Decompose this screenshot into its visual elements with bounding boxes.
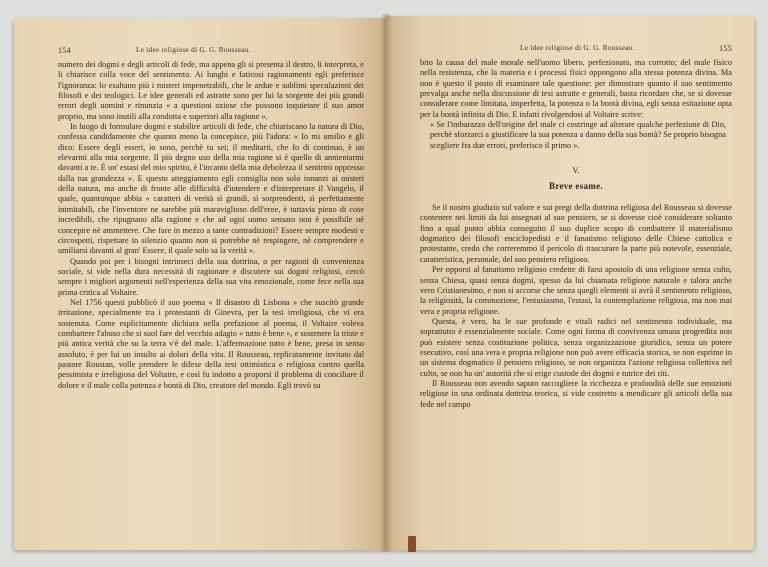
paragraph: Per opporsi al fanatismo religioso credette di farsi apostolo di una religione senza culto, senza Chiesa, quasi senza dogmi, spesso da lui chiamata religione naturale e talora anche vero Cristianesimo, e non si accorse che senza quegli elementi si avrà il sentimento religioso, la religiosità, la commozione, l'entusiasmo, l'estasi, la contemplazione religiosa, ma non mai vera e propria religione. (420, 265, 732, 316)
right-page (386, 16, 754, 550)
right-page-text (420, 58, 732, 410)
paragraph: bito la causa del male morale nell'uomo libero, perfezionato, ma corrotto; del male fisico nella resistenza, che la materia e i processi fisici oppongono alla stessa potenza divina. Ma non è questo il posto di esaminare tale questione: per dimostrare quanto il suo sentimento prevalga anche nella discussione di tesi astratte e generali, basta ricordare che, se si dovesse considerare come limitata, imperfetta, la potenza o la bontà divina, egli senza esitazione opta per la bontà infinita di Dio. E infatti rivolgendosi al Voltaire scrive: (420, 58, 732, 119)
paragraph: In luogo di formulare dogmi e stabilire articoli di fede, che chiariscano la natura di Dio, confessa candidamente che quanto meno la concepisce, più l'adora: « Io mi umilio e gli dico: Essere degli esseri, io sono, perchè tu sei; il meditarti, che fo di continuo, è un elevarmi alla mia sorgente. Il più degno uso della mia ragione si è quello di annientarmi davanti a te. È un' estasi del mio spirito, è l'incanto della mia debolezza il sentirmi oppresso dalla tua grandezza ». E questo atteggiamento egli consiglia non solo innanzi ai misteri della natura, ma anche di fronte alle difficoltà d'intendere e d'interpretare il Vangelo, il quale, quantunque abbia « caratteri di verità sì grandi, sì sorprendenti, sì perfettamente inimitabili, che l'inventore ne sarebbe più maraviglioso dell'eroe, è tuttavia pieno di cose incredibili, che ripugnano alla ragione e che ad ogni uomo sensato non è possibile nè concepire nè ammettere. Che fare in mezzo a tante contradizioni? Essere sempre modesti e circospetti, rispettare in silenzio quanto non si potrebbe nè respingere, nè comprendere e umiliarsi davanti al gran' Essere, il quale solo sa la verità ». (58, 122, 364, 256)
book-spine (380, 14, 392, 552)
paragraph: Il Rousseau non avendo saputo raccogliere la ricchezza e profondità delle sue emozioni religiose in una ordinata dottrina teorica, si vide costretto a mendicare gli articoli della sua fede nel campo (420, 378, 732, 409)
paragraph: numero dei dogmi e degli articoli di fede, ma appena gli si presenta il destro, li interpreta, e li chiarisce colla voce del sentimento. Ai lunghi e faticosi ragionamenti egli preferisce l'ignoranza: lo esaltano più i misteri impenetrabili, che le ardue e sublimi speculazioni dei filosofi e dei teologici. Le idee generali ed astratte sono per lui la sorgente dei più grandi errori degli uomini e rinunzia « a questioni oziose che possono inquietare il suo amor proprio, ma sono inutili alla condotta e superiori alla ragione ». (58, 60, 364, 121)
right-running-head: Le idee religiose di G. G. Rousseau. (520, 44, 635, 52)
block-quote: « Se l'imbarazzo dell'origine del male ci costringe ad alterare qualche perfezione di Dio, perchè sforzarci a giustificare la sua potenza a danno della sua bontà? Se proprio bisogna scegliere fra due errori, preferisco il primo ». (430, 120, 726, 150)
section-number: V. (572, 165, 580, 176)
left-running-head: Le idee religiose di G. G. Rousseau. (136, 46, 251, 54)
paragraph: Se il nostro giudizio sul valore e sui pregi della dottrina religiosa del Rousseau si dovesse contenere nei limiti da lui assegnati al suo pensiero, se si dovesse cioè considerare soltanto fino a qual punto abbia conseguito il suo duplice scopo di combattere il materialismo dogmatico dei filosofi enciclopedisti e il fanatismo religioso delle Chiese cattolica e protestante, credo che correremmo il pericolo di trascurare la parte più notevole, essenziale, caratteristica, personale, del suo pensiero religioso. (420, 203, 732, 264)
left-page-header (58, 46, 364, 60)
section-title: Breve esame. (549, 181, 603, 192)
binding-thread (408, 536, 416, 552)
left-page (14, 18, 386, 550)
paragraph: Quando poi per i bisogni intrinseci della sua dottrina, o per ragioni di convenienza sociale, si vide nella dura necessità di ragionare e discutere sui dogmi religiosi, cercò sempre i migliori argomenti nell'esperienza della sua vita emozionale, come fece nella sua prima critica al Voltaire. (58, 256, 364, 297)
paragraph: Nel 1756 questi pubblicò il suo poema « Il disastro di Lisbona » che suscitò grande irritazione, specialmente tra i protestanti di Ginevra, per la tesi irreligiosa, che vi era sostenuta. Come esplicitamente dichiara nella prefazione al poema, il Voltaire voleva combattere l'abuso che si suol fare del vecchio adagio « tutto è bene », e sostenere la triste e più antica verità che su la terra v'è del male. L'affermazione tutto è bene, presa in senso assoluto, è per lui un insulto ai dolori della vita. Il Rousseau, replicatamente invitato dal pastore Roustan, volle prendere le difese della tesi ottimistica e religiosa contro quella pessimista e irreligiosa del Voltaire, e così fu indotto a proporsi il problema di conciliare il dolore e il male colla potenza e bontà di Dio, creatore del mondo. Egli trovò su (58, 297, 364, 390)
left-page-text (58, 60, 364, 391)
left-page-number: 154 (58, 46, 71, 55)
paragraph: Questa, è vero, ha le sue profonde e vitali radici nel sentimento individuale, ma soprattutto è essenzialmente sociale. Come ogni forma di convivenza umana progredita non può esistere senza costituzione politica, senza organizzazione giuridica, senza un potere esecutivo, così una vera e propria religione non può avere efficacia storica, se non esprime in un sistema dogmatico il pensiero religioso, se non organizza l'azione religiosa collettiva nel culto, se non ha un' autorità che si erige custode dei dogmi e tutrice dei riti. (420, 316, 732, 378)
right-page-number: 155 (719, 44, 732, 53)
right-page-header (420, 44, 732, 58)
